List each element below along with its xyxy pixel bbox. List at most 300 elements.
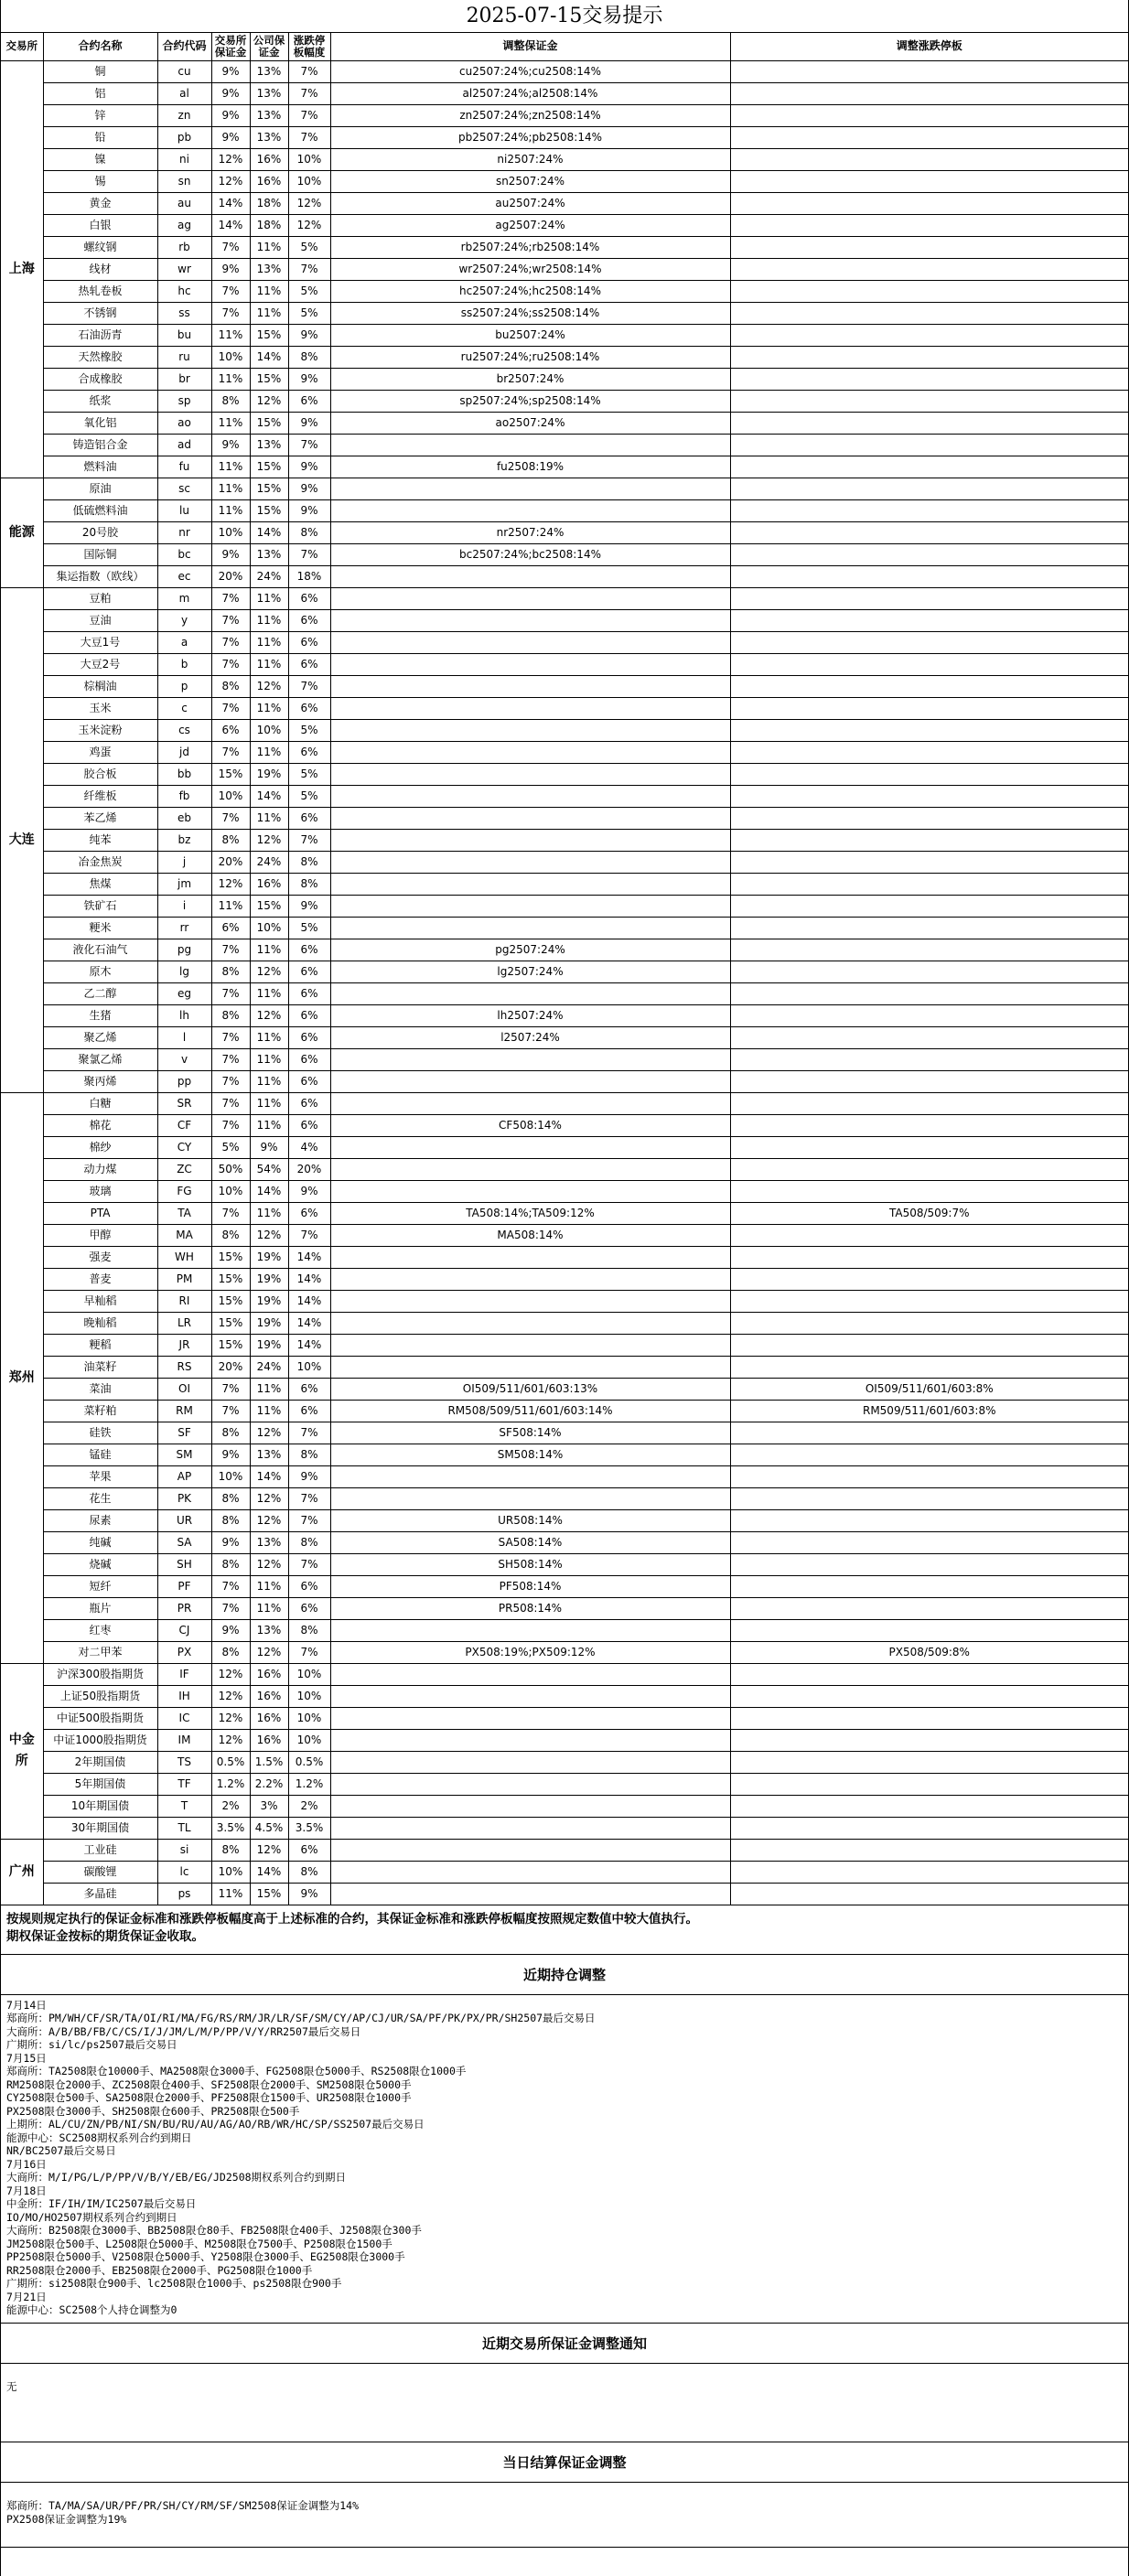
adjust-limit-cell bbox=[730, 653, 1128, 675]
adjust-limit-cell bbox=[730, 478, 1128, 499]
contract-code-cell: c bbox=[157, 697, 211, 719]
exchange-margin-cell: 9% bbox=[211, 126, 250, 148]
adjust-margin-cell bbox=[330, 565, 730, 587]
contract-name-cell: 玉米 bbox=[43, 697, 157, 719]
contract-code-cell: PK bbox=[157, 1487, 211, 1509]
contract-name-cell: 液化石油气 bbox=[43, 939, 157, 961]
exchange-margin-cell: 11% bbox=[211, 499, 250, 521]
exchange-margin-cell: 11% bbox=[211, 478, 250, 499]
limit-cell: 5% bbox=[288, 785, 330, 807]
company-margin-cell: 11% bbox=[250, 807, 288, 829]
contract-name-cell: 黄金 bbox=[43, 192, 157, 214]
contract-code-cell: fu bbox=[157, 456, 211, 478]
table-row bbox=[1, 1378, 1128, 1400]
adjust-margin-cell bbox=[330, 807, 730, 829]
limit-cell: 8% bbox=[288, 1531, 330, 1553]
table-row bbox=[1, 368, 1128, 390]
exchange-margin-cell: 7% bbox=[211, 1575, 250, 1597]
company-margin-cell: 11% bbox=[250, 587, 288, 609]
contract-code-cell: j bbox=[157, 851, 211, 873]
limit-cell: 6% bbox=[288, 631, 330, 653]
section-heading: 当日结算保证金调整 bbox=[1, 2442, 1128, 2483]
contract-code-cell: br bbox=[157, 368, 211, 390]
company-margin-cell: 11% bbox=[250, 653, 288, 675]
exchange-margin-cell: 9% bbox=[211, 1444, 250, 1465]
company-margin-cell: 15% bbox=[250, 895, 288, 917]
adjust-margin-cell bbox=[330, 982, 730, 1004]
contract-code-cell: rb bbox=[157, 236, 211, 258]
adjust-limit-cell bbox=[730, 1422, 1128, 1444]
company-margin-cell: 19% bbox=[250, 1246, 288, 1268]
table-row bbox=[1, 1048, 1128, 1070]
table-row bbox=[1, 302, 1128, 324]
adjust-margin-cell: wr2507:24%;wr2508:14% bbox=[330, 258, 730, 280]
contract-code-cell: TA bbox=[157, 1202, 211, 1224]
adjust-margin-cell bbox=[330, 1180, 730, 1202]
contract-name-cell: 纸浆 bbox=[43, 390, 157, 412]
adjust-limit-cell bbox=[730, 192, 1128, 214]
contract-name-cell: 鸡蛋 bbox=[43, 741, 157, 763]
adjust-limit-cell bbox=[730, 873, 1128, 895]
table-row bbox=[1, 1531, 1128, 1553]
exchange-margin-cell: 8% bbox=[211, 390, 250, 412]
adjust-margin-cell: SA508:14% bbox=[330, 1531, 730, 1553]
adjust-limit-cell bbox=[730, 1487, 1128, 1509]
adjust-limit-cell bbox=[730, 851, 1128, 873]
contract-code-cell: pp bbox=[157, 1070, 211, 1092]
table-row bbox=[1, 280, 1128, 302]
limit-cell: 7% bbox=[288, 1422, 330, 1444]
adjust-limit-cell bbox=[730, 1246, 1128, 1268]
adjust-limit-cell bbox=[730, 829, 1128, 851]
exchange-margin-cell: 0.5% bbox=[211, 1751, 250, 1773]
exchange-margin-cell: 9% bbox=[211, 60, 250, 82]
table-row bbox=[1, 763, 1128, 785]
adjust-limit-cell bbox=[730, 1751, 1128, 1773]
contract-code-cell: LR bbox=[157, 1312, 211, 1334]
table-row bbox=[1, 1773, 1128, 1795]
table-row bbox=[1, 1356, 1128, 1378]
contract-code-cell: zn bbox=[157, 104, 211, 126]
adjust-limit-cell bbox=[730, 324, 1128, 346]
table-row bbox=[1, 565, 1128, 587]
adjust-margin-cell bbox=[330, 1487, 730, 1509]
exchange-margin-cell: 15% bbox=[211, 1334, 250, 1356]
exchange-margin-cell: 7% bbox=[211, 1378, 250, 1400]
table-row bbox=[1, 1290, 1128, 1312]
exchange-margin-cell: 6% bbox=[211, 917, 250, 939]
contract-name-cell: 胶合板 bbox=[43, 763, 157, 785]
table-row bbox=[1, 104, 1128, 126]
contract-code-cell: au bbox=[157, 192, 211, 214]
adjust-margin-cell bbox=[330, 1158, 730, 1180]
contract-name-cell: 晚籼稻 bbox=[43, 1312, 157, 1334]
contract-name-cell: 硅铁 bbox=[43, 1422, 157, 1444]
contract-code-cell: bu bbox=[157, 324, 211, 346]
contract-name-cell: 白银 bbox=[43, 214, 157, 236]
table-row bbox=[1, 258, 1128, 280]
adjust-limit-cell bbox=[730, 763, 1128, 785]
company-margin-cell: 12% bbox=[250, 390, 288, 412]
table-row bbox=[1, 1553, 1128, 1575]
contract-name-cell: 短纤 bbox=[43, 1575, 157, 1597]
contract-name-cell: PTA bbox=[43, 1202, 157, 1224]
exchange-margin-cell: 9% bbox=[211, 543, 250, 565]
contract-name-cell: 聚丙烯 bbox=[43, 1070, 157, 1092]
table-row bbox=[1, 1202, 1128, 1224]
contract-code-cell: CF bbox=[157, 1114, 211, 1136]
section-heading: 近期持仓调整 bbox=[1, 1955, 1128, 1995]
contract-name-cell: 不锈钢 bbox=[43, 302, 157, 324]
table-row bbox=[1, 1268, 1128, 1290]
table-row bbox=[1, 478, 1128, 499]
company-margin-cell: 24% bbox=[250, 565, 288, 587]
limit-cell: 1.2% bbox=[288, 1773, 330, 1795]
contract-name-cell: 对二甲苯 bbox=[43, 1641, 157, 1663]
contract-name-cell: 棉纱 bbox=[43, 1136, 157, 1158]
company-margin-cell: 19% bbox=[250, 1290, 288, 1312]
exchange-margin-cell: 7% bbox=[211, 1092, 250, 1114]
header-exchange: 交易所 bbox=[1, 33, 43, 60]
company-margin-cell: 3% bbox=[250, 1795, 288, 1817]
company-margin-cell: 13% bbox=[250, 126, 288, 148]
table-row bbox=[1, 1004, 1128, 1026]
adjust-limit-cell bbox=[730, 675, 1128, 697]
exchange-margin-cell: 6% bbox=[211, 719, 250, 741]
company-margin-cell: 15% bbox=[250, 412, 288, 434]
table-header-row bbox=[1, 33, 1128, 60]
exchange-cell: 郑州 bbox=[1, 1092, 43, 1663]
adjust-limit-cell bbox=[730, 236, 1128, 258]
adjust-margin-cell: br2507:24% bbox=[330, 368, 730, 390]
exchange-margin-cell: 11% bbox=[211, 895, 250, 917]
company-margin-cell: 13% bbox=[250, 543, 288, 565]
adjust-limit-cell bbox=[730, 1048, 1128, 1070]
adjust-margin-cell: lg2507:24% bbox=[330, 961, 730, 982]
table-row bbox=[1, 1400, 1128, 1422]
adjust-margin-cell: bc2507:24%;bc2508:14% bbox=[330, 543, 730, 565]
adjust-limit-cell bbox=[730, 368, 1128, 390]
contract-code-cell: ru bbox=[157, 346, 211, 368]
table-row bbox=[1, 1180, 1128, 1202]
company-margin-cell: 19% bbox=[250, 1334, 288, 1356]
adjust-limit-cell bbox=[730, 390, 1128, 412]
exchange-margin-cell: 7% bbox=[211, 631, 250, 653]
exchange-margin-cell: 11% bbox=[211, 456, 250, 478]
company-margin-cell: 14% bbox=[250, 1861, 288, 1883]
limit-cell: 6% bbox=[288, 1114, 330, 1136]
limit-cell: 12% bbox=[288, 192, 330, 214]
contract-name-cell: 中证1000股指期货 bbox=[43, 1729, 157, 1751]
contract-name-cell: 苯乙烯 bbox=[43, 807, 157, 829]
exchange-margin-cell: 8% bbox=[211, 1224, 250, 1246]
table-row bbox=[1, 1861, 1128, 1883]
table-row bbox=[1, 1751, 1128, 1773]
contract-code-cell: UR bbox=[157, 1509, 211, 1531]
adjust-limit-cell bbox=[730, 785, 1128, 807]
limit-cell: 4% bbox=[288, 1136, 330, 1158]
exchange-margin-cell: 7% bbox=[211, 807, 250, 829]
contract-code-cell: pb bbox=[157, 126, 211, 148]
limit-cell: 7% bbox=[288, 60, 330, 82]
company-margin-cell: 14% bbox=[250, 1180, 288, 1202]
contract-name-cell: 生猪 bbox=[43, 1004, 157, 1026]
table-row bbox=[1, 390, 1128, 412]
adjust-limit-cell bbox=[730, 126, 1128, 148]
contract-code-cell: y bbox=[157, 609, 211, 631]
table-row bbox=[1, 499, 1128, 521]
adjust-limit-cell bbox=[730, 302, 1128, 324]
limit-cell: 5% bbox=[288, 280, 330, 302]
notice-sections bbox=[1, 1955, 1128, 2548]
company-margin-cell: 11% bbox=[250, 1114, 288, 1136]
limit-cell: 6% bbox=[288, 653, 330, 675]
company-margin-cell: 11% bbox=[250, 982, 288, 1004]
contract-code-cell: ss bbox=[157, 302, 211, 324]
contract-code-cell: a bbox=[157, 631, 211, 653]
adjust-limit-cell bbox=[730, 456, 1128, 478]
company-margin-cell: 11% bbox=[250, 1597, 288, 1619]
adjust-margin-cell: cu2507:24%;cu2508:14% bbox=[330, 60, 730, 82]
adjust-limit-cell bbox=[730, 1180, 1128, 1202]
adjust-limit-cell bbox=[730, 1839, 1128, 1861]
company-margin-cell: 18% bbox=[250, 214, 288, 236]
contract-name-cell: 焦煤 bbox=[43, 873, 157, 895]
rule-note-text: 按规则规定执行的保证金标准和涨跌停板幅度高于上述标准的合约，其保证金标准和涨跌停板幅度按照规定数值中较大值执行。 期权保证金按标的期货保证金收取。 bbox=[6, 1911, 698, 1944]
adjust-margin-cell bbox=[330, 1092, 730, 1114]
adjust-margin-cell: rb2507:24%;rb2508:14% bbox=[330, 236, 730, 258]
contract-name-cell: 冶金焦炭 bbox=[43, 851, 157, 873]
header-code: 合约代码 bbox=[157, 33, 211, 60]
limit-cell: 14% bbox=[288, 1334, 330, 1356]
rule-note bbox=[1, 1905, 1128, 1955]
table-row bbox=[1, 1685, 1128, 1707]
exchange-cell: 广州 bbox=[1, 1839, 43, 1905]
contract-code-cell: RM bbox=[157, 1400, 211, 1422]
notice-section bbox=[1, 1955, 1128, 2324]
table-row bbox=[1, 126, 1128, 148]
header-adjust-limit: 调整涨跌停板 bbox=[730, 33, 1128, 60]
contract-code-cell: bc bbox=[157, 543, 211, 565]
contract-code-cell: fb bbox=[157, 785, 211, 807]
adjust-limit-cell bbox=[730, 1114, 1128, 1136]
contract-code-cell: PF bbox=[157, 1575, 211, 1597]
exchange-margin-cell: 50% bbox=[211, 1158, 250, 1180]
company-margin-cell: 11% bbox=[250, 1048, 288, 1070]
adjust-limit-cell bbox=[730, 170, 1128, 192]
exchange-margin-cell: 11% bbox=[211, 412, 250, 434]
company-margin-cell: 54% bbox=[250, 1158, 288, 1180]
contract-code-cell: PR bbox=[157, 1597, 211, 1619]
contract-code-cell: b bbox=[157, 653, 211, 675]
contract-name-cell: 烧碱 bbox=[43, 1553, 157, 1575]
table-row bbox=[1, 895, 1128, 917]
adjust-margin-cell: PX508:19%;PX509:12% bbox=[330, 1641, 730, 1663]
contract-code-cell: MA bbox=[157, 1224, 211, 1246]
limit-cell: 6% bbox=[288, 1026, 330, 1048]
contract-name-cell: 原木 bbox=[43, 961, 157, 982]
table-row bbox=[1, 1312, 1128, 1334]
company-margin-cell: 13% bbox=[250, 1531, 288, 1553]
adjust-limit-cell bbox=[730, 1531, 1128, 1553]
contract-code-cell: SF bbox=[157, 1422, 211, 1444]
adjust-limit-cell bbox=[730, 1685, 1128, 1707]
adjust-limit-cell bbox=[730, 1707, 1128, 1729]
limit-cell: 9% bbox=[288, 499, 330, 521]
contract-code-cell: lh bbox=[157, 1004, 211, 1026]
table-row bbox=[1, 1334, 1128, 1356]
adjust-margin-cell: CF508:14% bbox=[330, 1114, 730, 1136]
limit-cell: 6% bbox=[288, 939, 330, 961]
limit-cell: 7% bbox=[288, 1553, 330, 1575]
company-margin-cell: 11% bbox=[250, 1202, 288, 1224]
adjust-margin-cell: OI509/511/601/603:13% bbox=[330, 1378, 730, 1400]
adjust-margin-cell bbox=[330, 1465, 730, 1487]
limit-cell: 8% bbox=[288, 851, 330, 873]
exchange-margin-cell: 7% bbox=[211, 982, 250, 1004]
exchange-margin-cell: 14% bbox=[211, 192, 250, 214]
company-margin-cell: 10% bbox=[250, 719, 288, 741]
contract-name-cell: 线材 bbox=[43, 258, 157, 280]
adjust-limit-cell bbox=[730, 214, 1128, 236]
table-row bbox=[1, 1224, 1128, 1246]
exchange-margin-cell: 7% bbox=[211, 1597, 250, 1619]
adjust-margin-cell bbox=[330, 1290, 730, 1312]
contract-code-cell: SR bbox=[157, 1092, 211, 1114]
table-row bbox=[1, 1487, 1128, 1509]
adjust-margin-cell: SM508:14% bbox=[330, 1444, 730, 1465]
company-margin-cell: 11% bbox=[250, 1070, 288, 1092]
exchange-margin-cell: 9% bbox=[211, 434, 250, 456]
adjust-margin-cell bbox=[330, 1795, 730, 1817]
contract-code-cell: v bbox=[157, 1048, 211, 1070]
adjust-limit-cell bbox=[730, 697, 1128, 719]
adjust-margin-cell: hc2507:24%;hc2508:14% bbox=[330, 280, 730, 302]
table-row bbox=[1, 1422, 1128, 1444]
company-margin-cell: 12% bbox=[250, 1004, 288, 1026]
contract-name-cell: 纯碱 bbox=[43, 1531, 157, 1553]
adjust-limit-cell bbox=[730, 82, 1128, 104]
exchange-margin-cell: 11% bbox=[211, 324, 250, 346]
contract-code-cell: IF bbox=[157, 1663, 211, 1685]
table-row bbox=[1, 1707, 1128, 1729]
adjust-margin-cell: nr2507:24% bbox=[330, 521, 730, 543]
table-row bbox=[1, 543, 1128, 565]
adjust-limit-cell: TA508/509:7% bbox=[730, 1202, 1128, 1224]
limit-cell: 6% bbox=[288, 1839, 330, 1861]
adjust-limit-cell bbox=[730, 280, 1128, 302]
contract-code-cell: ao bbox=[157, 412, 211, 434]
exchange-margin-cell: 10% bbox=[211, 785, 250, 807]
contract-code-cell: sc bbox=[157, 478, 211, 499]
limit-cell: 8% bbox=[288, 521, 330, 543]
adjust-margin-cell bbox=[330, 587, 730, 609]
table-row bbox=[1, 1246, 1128, 1268]
exchange-margin-cell: 3.5% bbox=[211, 1817, 250, 1839]
limit-cell: 6% bbox=[288, 961, 330, 982]
header-company-margin: 公司保证金 bbox=[250, 33, 288, 60]
adjust-limit-cell bbox=[730, 1729, 1128, 1751]
limit-cell: 6% bbox=[288, 609, 330, 631]
exchange-margin-cell: 8% bbox=[211, 829, 250, 851]
contract-name-cell: 铸造铝合金 bbox=[43, 434, 157, 456]
contract-name-cell: 大豆2号 bbox=[43, 653, 157, 675]
exchange-margin-cell: 10% bbox=[211, 521, 250, 543]
table-row bbox=[1, 653, 1128, 675]
contract-name-cell: 甲醇 bbox=[43, 1224, 157, 1246]
company-margin-cell: 1.5% bbox=[250, 1751, 288, 1773]
contract-name-cell: 铜 bbox=[43, 60, 157, 82]
adjust-margin-cell bbox=[330, 1663, 730, 1685]
limit-cell: 5% bbox=[288, 719, 330, 741]
adjust-limit-cell bbox=[730, 719, 1128, 741]
adjust-limit-cell bbox=[730, 939, 1128, 961]
adjust-margin-cell bbox=[330, 1707, 730, 1729]
contract-code-cell: jd bbox=[157, 741, 211, 763]
contract-name-cell: 乙二醇 bbox=[43, 982, 157, 1004]
adjust-limit-cell bbox=[730, 1663, 1128, 1685]
notice-section bbox=[1, 2324, 1128, 2442]
limit-cell: 12% bbox=[288, 214, 330, 236]
company-margin-cell: 11% bbox=[250, 631, 288, 653]
contract-name-cell: 国际铜 bbox=[43, 543, 157, 565]
limit-cell: 6% bbox=[288, 741, 330, 763]
adjust-margin-cell: UR508:14% bbox=[330, 1509, 730, 1531]
adjust-margin-cell: TA508:14%;TA509:12% bbox=[330, 1202, 730, 1224]
contract-code-cell: AP bbox=[157, 1465, 211, 1487]
exchange-margin-cell: 10% bbox=[211, 1861, 250, 1883]
table-row bbox=[1, 1619, 1128, 1641]
table-row bbox=[1, 785, 1128, 807]
company-margin-cell: 24% bbox=[250, 851, 288, 873]
adjust-limit-cell bbox=[730, 1444, 1128, 1465]
adjust-limit-cell bbox=[730, 961, 1128, 982]
exchange-margin-cell: 15% bbox=[211, 1290, 250, 1312]
company-margin-cell: 16% bbox=[250, 1685, 288, 1707]
contract-name-cell: 锌 bbox=[43, 104, 157, 126]
contract-name-cell: 中证500股指期货 bbox=[43, 1707, 157, 1729]
adjust-limit-cell bbox=[730, 1861, 1128, 1883]
adjust-limit-cell bbox=[730, 60, 1128, 82]
exchange-margin-cell: 8% bbox=[211, 675, 250, 697]
contract-code-cell: ad bbox=[157, 434, 211, 456]
exchange-cell: 大连 bbox=[1, 587, 43, 1092]
company-margin-cell: 11% bbox=[250, 1575, 288, 1597]
contract-code-cell: JR bbox=[157, 1334, 211, 1356]
limit-cell: 10% bbox=[288, 1685, 330, 1707]
limit-cell: 9% bbox=[288, 895, 330, 917]
adjust-limit-cell bbox=[730, 346, 1128, 368]
company-margin-cell: 11% bbox=[250, 1026, 288, 1048]
table-row bbox=[1, 631, 1128, 653]
company-margin-cell: 12% bbox=[250, 1224, 288, 1246]
limit-cell: 6% bbox=[288, 1575, 330, 1597]
limit-cell: 10% bbox=[288, 148, 330, 170]
contract-code-cell: lg bbox=[157, 961, 211, 982]
contract-code-cell: IH bbox=[157, 1685, 211, 1707]
adjust-margin-cell: RM508/509/511/601/603:14% bbox=[330, 1400, 730, 1422]
adjust-limit-cell bbox=[730, 1136, 1128, 1158]
adjust-margin-cell: zn2507:24%;zn2508:14% bbox=[330, 104, 730, 126]
company-margin-cell: 19% bbox=[250, 763, 288, 785]
adjust-limit-cell bbox=[730, 609, 1128, 631]
limit-cell: 7% bbox=[288, 126, 330, 148]
section-body: 无 bbox=[6, 2380, 17, 2393]
table-row bbox=[1, 346, 1128, 368]
adjust-margin-cell: PR508:14% bbox=[330, 1597, 730, 1619]
contract-name-cell: 碳酸锂 bbox=[43, 1861, 157, 1883]
company-margin-cell: 12% bbox=[250, 675, 288, 697]
